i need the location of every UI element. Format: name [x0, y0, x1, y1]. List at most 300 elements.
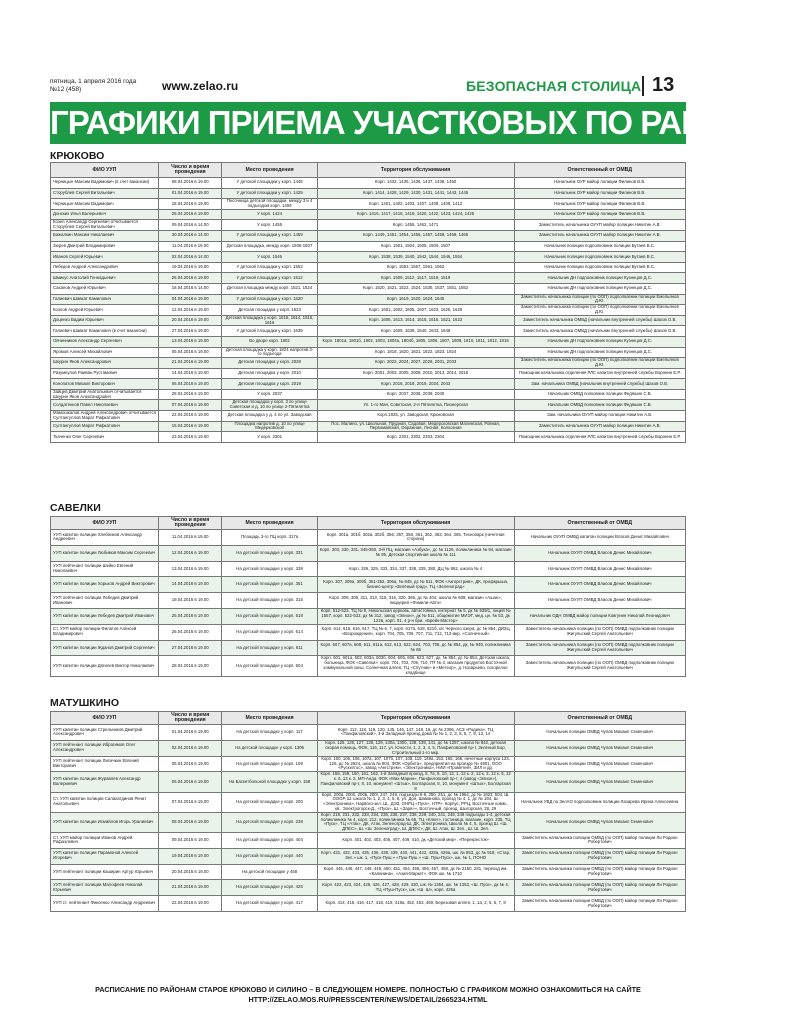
territory: Корп. 414, 415, 416, 417, 418, 419, 419а, 452, 453, 469, Березовая аллея, 1, 1а, 2, 5, 6, 7, 8 — [317, 896, 514, 912]
responsible: Начальник полиции ОМВД Чупов Михаил Семенович — [514, 740, 685, 756]
schedule-time: 18.04.2016 в 19.00 — [158, 199, 222, 210]
table-row — [51, 740, 686, 756]
column-header: Число и время проведения — [158, 712, 222, 725]
responsible: Начальник ДН подполковник полиции Кузнецов Д.С. — [514, 336, 685, 347]
uup-name: УУП лейтенант полиции Лебедев Дмитрий Иванович — [51, 593, 159, 609]
responsible: Заместитель начальника полиции ОМВД (по ООП) майор полиции Ли Родион Робертович — [514, 832, 685, 848]
uup-name: Козел Александр Сергеевич отчитывается Сторублев Сергей Витальевич — [51, 220, 159, 231]
venue: Во дворе корп. 1802 — [222, 336, 317, 347]
responsible: Начальник ОУР майор полиции Филинов В.В. — [514, 209, 685, 220]
territory: Корп. 2001, 2003, 2005, 2008, 2010, 2013, 2014, 2015 — [317, 368, 514, 379]
territory: Корп. 2037, 2038, 2039, 2040 — [317, 389, 514, 400]
venue: У детской площадки у корп. 1459 — [222, 230, 317, 241]
uup-name: УУП капитан полиции Хлебников Александр Андреевич — [51, 530, 159, 546]
table-row — [51, 262, 686, 273]
venue: Детская площадка у корп. 2028 — [222, 358, 317, 369]
venue: На детской площадке у корп. 117 — [222, 725, 317, 741]
responsible: Заместитель начальника полиции (по ООП) подполковник полиции Емельянов Д.Ю. — [514, 358, 685, 369]
schedule-time: 28.04.2016 в 19.00 — [158, 389, 222, 400]
footer-note: РАСПИСАНИЕ ПО РАЙОНАМ СТАРОЕ КРЮКОВО И СИЛИНО – В СЛЕДУЮЩЕМ НОМЕРЕ. ПОЛНОСТЬЮ С ГРАФИКОМ МОЖНО ОЗНАКОМИТЬСЯ НА САЙТЕ — [95, 985, 641, 994]
table-row — [51, 283, 686, 294]
territory: Корп. 112, 118, 119, 120, 145, 146, 147, 148, 16, дс № 2396, АСЗ «Родина», ТЦ «Панфиловский», 3-й Западный проезд дома № № 1, 2, 3, 5, 6, 7, 8, 13, 14 — [317, 725, 514, 741]
territory: Корп. 1801а, 1801б, 1802, 1803, 1804а, 1804б, 1805, 1806, 1807, 1809, 1810, 1811, 1812, 1815 — [317, 336, 514, 347]
uup-name: Донских Илья Валерьевич — [51, 209, 159, 220]
venue: Площадь 3-го ПЦ корп. 317а — [222, 530, 317, 546]
responsible: Заместитель начальника полиции (по ООП) ОМВД подполковник полиции Жигульский Сергей Анатольевич — [514, 624, 685, 640]
uup-name: Мамошкалов Андрей Александрович отчитывается Султангуллов Марат Рифкатович — [51, 411, 159, 422]
column-header: Число и время проведения — [158, 517, 222, 530]
schedule-time: 20.04.2016 в 19.00 — [158, 315, 222, 326]
venue: У корп. 2037 — [222, 389, 317, 400]
responsible: Начальник полиции ОМВД Чупов Михаил Семенович — [514, 756, 685, 772]
responsible: Заместитель начальника полиции ОМВД (по ООП) майор полиции Ли Родион Робертович — [514, 848, 685, 864]
territory: Корп. 307, 309а, 309б, 351-352, 306а, № 845, дс № 511, ФОК «Акгорстрим», ДК, профкрыша, бизнес-центр «Зелёный град», ТЦ «Зеленоград» — [317, 577, 514, 593]
uup-name: УУП капитан полиции Дягилев Виктор Николаевич — [51, 656, 159, 676]
schedule-time: 09.04.2016 в 14.00 — [158, 220, 222, 231]
territory: Корп. 219, 231, 232, 233, 234, 235, 236, 237, 238, 239, 240, 241, 248, 249 подъезды 1-4, детская поликлиника № 4, корп. 212, поликлиника № 65, ТЦ «Ключ», гостиница, магазин, корп. 235, ТЦ «Пуск», ТЦ «Атак», ДК, Атак, Зеленоград-Ш, ДК, Электроника, Школа № 4, 5, проезд Ш. «Ш. ДПЕС», Ш. «Ш. Зеленоград», Ш. ДПЕС», ДК, Ш. Атак, Ш. Зел., Ш. Ш. Зел. — [317, 812, 514, 832]
territory: Корп. 303, 330, 331, 345-350, 3-й ПЦ, магазин «Азбука», дс № 1126, поликлиника № 94, магазин № 95, Детская спортивная школа № 111 — [317, 545, 514, 561]
schedule-time: 22.04.2016 в 19.00 — [158, 411, 222, 422]
territory: Ул. 1-го Мая, Советская, 2-я Пятилетка, Пионерская — [317, 400, 514, 411]
responsible: Начальник ОУУП ОМВД Власов Денис Михайлович — [514, 577, 685, 593]
schedule-time: 21.04.2016 в 19.00 — [158, 358, 222, 369]
territory: Корп. 1601, 1602, 1605, 1607, 1623, 1625, 1626 — [317, 305, 514, 316]
responsible: Помощник начальника отделения РЛС капитан внутренней службы Воронин Е.Р. — [514, 368, 685, 379]
venue: На детской площадке у корп. 1306 — [222, 740, 317, 756]
issue-date: пятница, 1 апреля 2016 года — [50, 78, 137, 85]
schedule-time: 02.04.2016 в 14.00 — [158, 252, 222, 263]
schedule-time: 09.04.2016 в 19.00 — [158, 832, 222, 848]
uup-name: УУП лейтенант полиции Каширин Артур Юрьевич — [51, 864, 159, 880]
table-row — [51, 772, 686, 792]
table-header-row — [51, 712, 686, 725]
schedule-time: 26.04.2016 в 19.00 — [158, 273, 222, 284]
schedule-time: 25.04.2016 в 19.00 — [158, 209, 222, 220]
uup-name: Ст. УУП майор полиции Филатов Алексей Владимирович — [51, 624, 159, 640]
schedule-time: 06.04.2016 в 19.00 — [158, 379, 222, 390]
table-row — [51, 725, 686, 741]
schedule-time: 08.04.2016 в 19.00 — [158, 812, 222, 832]
venue: У корп. 1424 — [222, 209, 317, 220]
uup-name: Зайцев Дмитрий Анатольевич отчитывается Шкурин Яков Александрович — [51, 389, 159, 400]
table-row — [51, 832, 686, 848]
territory: Корп. 1606, 1613, 1614, 1615, 1616, 1621, 1622 — [317, 315, 514, 326]
table-row — [51, 336, 686, 347]
responsible: Начальник ДН подполковник полиции Кузнецов Д.С. — [514, 273, 685, 284]
uup-name: Доценко Вадим Юрьевич — [51, 315, 159, 326]
table-row — [51, 640, 686, 656]
venue: У детской площадки у корп. 1448 — [222, 178, 317, 189]
territory: Корп. 1432, 1435, 1436, 1437, 1438, 1450 — [317, 178, 514, 189]
uup-name: УУП капитан полиции Исмайлов Игорь Уралиевич — [51, 812, 159, 832]
responsible: Начальник ОУУП ОМВД Власов Денис Михайлович — [514, 545, 685, 561]
table-row — [51, 812, 686, 832]
venue: На детской площадке у корп. 331 — [222, 545, 317, 561]
table-row — [51, 421, 686, 432]
venue: На детской площадке у 458 — [222, 864, 317, 880]
responsible: Заместитель начальника ОУУП майор полиции Никитин А.В. — [514, 421, 685, 432]
schedule-time: 19.04.2016 в 19.00 — [158, 262, 222, 273]
schedule-time: 02.04.2016 в 19.00 — [158, 740, 222, 756]
schedule-time: 07.04.2016 в 19.00 — [158, 792, 222, 812]
schedule-time: 19.04.2016 в 19.00 — [158, 593, 222, 609]
territory: Корп. 100, 105, 106, 107а, 107, 107б, 107, 108, 119, 149а, 153, 165, 166, нечетные корпуса 123, 126, дс № 2924, школа № 804, ФОК «Орбита», предприятия на проезде № 4801, ООО «Рускелгос», завод «Ангстрем», «Электроника», НИИ «Прометей», ЗИЛ и др. — [317, 756, 514, 772]
header-divider — [642, 76, 644, 96]
venue: У корп. 1546 — [222, 252, 317, 263]
uup-name: Конопатов Михаил Викторович — [51, 379, 159, 390]
territory: Корп. 401, 402, 403, 406, 407, 409, 410, дк «Детский мир», «Перекресток» — [317, 832, 514, 848]
issue-info — [50, 78, 136, 94]
table-row — [51, 241, 686, 252]
territory: Корп. 1818, 1820, 1821, 1822, 1823, 1824 — [317, 347, 514, 358]
schedule-time: 14.04.2016 в 19.00 — [158, 577, 222, 593]
territory: Корп. 601, 601а, 602, 603а, 603б, 604, 605, 606, 623, 627, дк, № 854, дс № 854, Детская школа, больница, ФОК «Савелки», корп. 701, 702, 709, 710, ПТ № 3, магазин продуктов Восточной коммунальной зоны, Солнечная аллея, ТЦ «Спутник» и «Метеор», д. Назарьево, погорелое кладбище — [317, 656, 514, 676]
table-row — [51, 358, 686, 369]
schedule-time: 21.04.2016 в 19.00 — [158, 880, 222, 896]
venue: Детская площадка у корп. 2019 — [222, 379, 317, 390]
schedule-table — [50, 711, 686, 912]
territory: Корп. 1414, 1428, 1429, 1430, 1431, 1441, 1443, 1445 — [317, 188, 514, 199]
venue: Детская площадка у д. 4 по ул. Заводская — [222, 411, 317, 422]
venue: На детской площадке у корп. 417 — [222, 896, 317, 912]
venue: Песочница детской площадки, между 3 и 4 подъездом корп. 1409 — [222, 199, 317, 210]
territory: Корп. 1455, 1462, 1471 — [317, 220, 514, 231]
column-header: Ответственный от ОМВД — [514, 517, 685, 530]
schedule-time: 20.04.2016 в 19.00 — [158, 864, 222, 880]
responsible: Зам. начальника ОМВД (начальник внутренней службы) Шахов О.В. — [514, 379, 685, 390]
venue: На Баскетбольной площадке у корп. 158 — [222, 772, 317, 792]
responsible: Начальник ДН подполковник полиции Кузнецов Д.С. — [514, 347, 685, 358]
schedule-time: 01.04.2016 в 19.00 — [158, 188, 222, 199]
uup-name: Яромов Алексей Михайлович — [51, 347, 159, 358]
issue-number: №12 (458) — [50, 86, 82, 93]
uup-name: Султангуллов Марат Рифкатович — [51, 421, 159, 432]
responsible: Начальник ОУР майор полиции Филинов В.В. — [514, 199, 685, 210]
uup-name: Иванов Сергей Юрьевич — [51, 252, 159, 263]
venue: Детская площадка у корп. 2010 — [222, 368, 317, 379]
schedule-time: 01.04.2016 в 19.00 — [158, 725, 222, 741]
table-header-row — [51, 163, 686, 178]
territory: Корп. 1605, 1639, 1640, 1643, 1649 — [317, 326, 514, 337]
venue: У детской площадки у корп. 1620 — [222, 294, 317, 305]
column-header: ФИО УУП — [51, 712, 159, 725]
venue: Детская площадка у корп. 1615, 1614, 1615, 1616 — [222, 315, 317, 326]
uup-name: УУП лейтенант полиции Малофеев Николай Юрьевич — [51, 880, 159, 896]
uup-name: Овчинников Александр Сергеевич — [51, 336, 159, 347]
schedule-time: 25.04.2016 в 19.00 — [158, 608, 222, 624]
table-row — [51, 400, 686, 411]
venue: У корп. 2301 — [222, 432, 317, 443]
table-row — [51, 656, 686, 676]
territory: Корп.1925, ул. Заводская, Крюковская — [317, 411, 514, 422]
uup-name: Галиевич Шавкат Камилович (в счет вакансии) — [51, 326, 159, 337]
responsible: Заместитель начальника ОУУП майор полиции Никитин А.В. — [514, 230, 685, 241]
table-row — [51, 432, 686, 443]
uup-name: УУП капитан полиции Стрельников Дмитрий Александрович — [51, 725, 159, 741]
schedule-time: 15.04.2016 в 19.00 — [158, 421, 222, 432]
table-row — [51, 411, 686, 422]
venue: Детская площадка между корп. 1521, 1524 — [222, 283, 317, 294]
uup-name: Черницын Максим Вадимович — [51, 199, 159, 210]
uup-name: Лебедев Андрей Александрович — [51, 262, 159, 273]
venue: У корп. 1455 — [222, 220, 317, 231]
venue: У детской площадки у корп. 1553 — [222, 262, 317, 273]
table-row — [51, 864, 686, 880]
responsible: Заместитель начальника полиции (по ООП) ОМВД подполковник полиции Жигульский Сергей Анатольевич — [514, 640, 685, 656]
uup-name: УУП капитан полиции Журавлев Александр Валериевич — [51, 772, 159, 792]
territory: Корп. 1520, 1521, 1522, 1524, 1535, 1537, 1551, 1552 — [317, 283, 514, 294]
venue: Площадка напротив д. 10 по улице Медерковской — [222, 421, 317, 432]
uup-name: Ткаченко Олег Сергеевич — [51, 432, 159, 443]
responsible: Начальник ОУУП ОМВД Власов Денис Михайлович — [514, 561, 685, 577]
responsible: Заместитель начальника полиции (по ООП) подполковник полиции Емельянов Д.Ю. — [514, 305, 685, 316]
schedule-time: 16.04.2016 в 14.00 — [158, 283, 222, 294]
schedule-time: 11.04.2016 в 19.00 — [158, 530, 222, 546]
responsible: Начальник ОУР майор полиции Филинов В.В. — [514, 188, 685, 199]
responsible: Заместитель начальника полиции ОМВД (по ООП) майор полиции Ли Родион Робертович — [514, 896, 685, 912]
schedule-time: 26.04.2016 в 19.00 — [158, 624, 222, 640]
territory: Пос. Малино, ул. Школьная, Прудная, Садовая, Медерсковская Малинская, Ровная, Первомайская, Овражная, Лесная, Колхозная — [317, 421, 514, 432]
responsible: Начальник полиции подполковник полиции Бутаев В.С. — [514, 241, 685, 252]
uup-name: УУП ст. лейтенант Фиксенко Александр Андреевич — [51, 896, 159, 912]
territory: Корп. 200а, 200б, 200в, 200г, 247, 249, подъезды 6-8, 250, 251, дс № 1964, дс № 1923, 504, Ш. ОООР, Ш. школа № 1, 2, 3, 4, 5, 6, ул. Дон, Шаманова, проезд № 4, 1, дс № 194, Ш. «Электроника», Нарвско-зел. Ш., ДЭЗ, ОНРЦ «Пуск», НТР», Корпус, РРЦ, Восточные комм., кв., Электрогорск-Д., «Пуск», Ш. «Заря»», Восточный, проезд. Шыгорская, 28, 29 — [317, 792, 514, 812]
uup-name: Шмикус Анатолий Геннадьевич — [51, 273, 159, 284]
territory: Корп. 614, 615, 616, 617, ТЦ № 6, 7, корп. 617а, 618, 621б, к/с Черного озера, дс № 854, ДИЗЦ «Возрождения», корп. 704, 705, 706, 707, 711, 712, 713 мкр. «Солнечный» — [317, 624, 514, 640]
uup-name: УУП лейтенант полиции Ибрагимов Олег Александрович — [51, 740, 159, 756]
venue: На детской площадке у корп. 404 — [222, 832, 317, 848]
territory: Корп. 2022, 2024, 2027, 2028, 2031, 2033 — [317, 358, 514, 369]
table-row — [51, 368, 686, 379]
territory: Корп. 1509, 1512, 1517, 1518, 1519 — [317, 273, 514, 284]
responsible: Начальник полиции подполковник полиции Бутаев В.С. — [514, 252, 685, 263]
schedule-time: 14.04.2016 в 19.00 — [158, 368, 222, 379]
schedule-time: 30.04.2016 в 14.00 — [158, 230, 222, 241]
uup-name: УУП капитан полиции Жданов Дмитрий Сергеевич — [51, 640, 159, 656]
table-row — [51, 379, 686, 390]
table-row — [51, 896, 686, 912]
territory: Корп. 2301, 2302, 2303, 2304 — [317, 432, 514, 443]
table-row — [51, 188, 686, 199]
schedule-time: 07.04.2016 в 19.00 — [158, 400, 222, 411]
table-row — [51, 252, 686, 263]
uup-name: УУП капитан полиции Парамонов Алексей Игоревич — [51, 848, 159, 864]
territory: Корп. 1449, 1451, 1454, 1456, 1457, 1458, 1459, 1466 — [317, 230, 514, 241]
venue: На детской площадке у корп. 425 — [222, 880, 317, 896]
schedule-time: 11.04.2016 в 19.00 — [158, 241, 222, 252]
schedule-time: 22.04.2016 в 19.00 — [158, 896, 222, 912]
territory: Корп. 607, 607а, 608, 611, 611а, 612, 613, 622, 624, 703, 708, дс № 854, дк, № 949, поликлиника № 65 — [317, 640, 514, 656]
table-row — [51, 530, 686, 546]
uup-name: Разумеулов Раиван Рустамович — [51, 368, 159, 379]
territory: Корп. 326, 329, 333, 334, 337, 338, 339, 380, ДЦ № 862, школа № 4 — [317, 561, 514, 577]
table-row — [51, 209, 686, 220]
column-header: Число и время проведения — [158, 163, 222, 178]
uup-name: Ст. УУП майор полиции Иванов Андрей Рафаэлевич — [51, 832, 159, 848]
column-header: ФИО УУП — [51, 163, 159, 178]
column-header: Территория обслуживания — [317, 163, 514, 178]
territory: Корп. 1553, 1557, 1561, 1562 — [317, 262, 514, 273]
table-row — [51, 305, 686, 316]
schedule-time: 13.04.2016 в 19.00 — [158, 336, 222, 347]
responsible: Начальник полиции подполковник полиции Бутаев В.С. — [514, 262, 685, 273]
venue: На детской площадке у корп. 315 — [222, 593, 317, 609]
venue: Детская площадка у корп. 3 по улице Советская и д. 10 по улице 2-Пятилетка — [222, 400, 317, 411]
column-header: Место проведения — [222, 163, 317, 178]
venue: На детской площадке у корп. 351 — [222, 577, 317, 593]
table-row — [51, 326, 686, 337]
district-title: МАТУШКИНО — [50, 697, 120, 709]
table-row — [51, 561, 686, 577]
territory: Корп. 2016, 2018, 2019, 2034, 2043 — [317, 379, 514, 390]
uup-name: Ст. УУП капитан полиции Салахатдинов Ренат Анатольевич — [51, 792, 159, 812]
venue: У детской площадки у корп. 1429 — [222, 188, 317, 199]
page-footer — [50, 985, 686, 1005]
uup-name: Черницын Максим Вадимович (в счет вакансии) — [51, 178, 159, 189]
table-row — [51, 230, 686, 241]
territory: Корп. 1416, 1417, 1418, 1419, 1420, 1422, 1423, 1424, 1425 — [317, 209, 514, 220]
venue: У детской площадки у корп. 1639 — [222, 326, 317, 337]
schedule-table — [50, 516, 686, 677]
responsible: Начальник ДН подполковник полиции Кузнецов Д.С. — [514, 283, 685, 294]
rubric-title: БЕЗОПАСНАЯ СТОЛИЦА — [466, 78, 642, 94]
uup-name: Галиевич Шавкат Камилович — [51, 294, 159, 305]
venue: На детской площадке у корп. 611 — [222, 640, 317, 656]
venue: Детская площадка, между корп. 1506-1507 — [222, 241, 317, 252]
district-title: КРЮКОВО — [50, 150, 105, 162]
table-row — [51, 220, 686, 231]
uup-name: УУП лейтенант полиции Шейко Евгений Николаевич — [51, 561, 159, 577]
footer-link[interactable]: HTTP://ZELAO.MOS.RU/PRESSCENTER/NEWS/DETAIL/2665234.HTML — [248, 995, 488, 1004]
column-header: Место проведения — [222, 712, 317, 725]
territory: Корп. 1619, 1620, 1624, 1645 — [317, 294, 514, 305]
uup-name: Саханов Андрей Юрьевич — [51, 283, 159, 294]
schedule-time: 06.04.2016 в 19.00 — [158, 772, 222, 792]
schedule-time: 23.04.2016 в 19.00 — [158, 432, 222, 443]
responsible: Заместитель начальника полиции (по ООП) подполковник полиции Емельянов Д.Ю. — [514, 294, 685, 305]
venue: Детская площадка у корп. 1824 напротив 3-го подъезда — [222, 347, 317, 358]
uup-name: УУП капитан полиции Лебедев Дмитрий Иванович — [51, 608, 159, 624]
venue: На детской площадке у корп. 440 — [222, 848, 317, 864]
responsible: Начальник ОМВД полковник полиции Федяшин С.В. — [514, 400, 685, 411]
schedule-time: 27.04.2016 в 19.00 — [158, 640, 222, 656]
responsible: Начальник ОМВД полковник полиции Федяшин С.В. — [514, 389, 685, 400]
column-header: Место проведения — [222, 517, 317, 530]
territory: Корп. 1538, 1539, 1540, 1542, 1544, 1546, 1554 — [317, 252, 514, 263]
responsible: Зам. начальника ОУУП майор полиции Никитин А.В. — [514, 411, 685, 422]
territory: Корп. 422, 423, 424, 425, 426, 427, 428, 429, 430, шк. № 1354, шк. № 1353, «Ш. Пуск», дк № 4, ТЦ «Пуш-Пуск», шк. «Ш. Ш», корп. 426а — [317, 880, 514, 896]
schedule-time: 12.04.2016 в 19.00 — [158, 545, 222, 561]
schedule-time: 13.04.2016 в 19.00 — [158, 561, 222, 577]
table-row — [51, 315, 686, 326]
territory: Корп. 301а, 301б, 302а, 302б, 356, 357, 358, 361, 362, 363, 364, 365, Технопарк (нечетная сторона) — [317, 530, 514, 546]
uup-name: Солдатенков Павел Николаевич — [51, 400, 159, 411]
responsible: Заместитель начальника полиции ОМВД (по ООП) майор полиции Ли Родион Робертович — [514, 880, 685, 896]
territory: Корп. 445, 446, 447, 448, 449, 450, 451, 454, 455, 456, 457, 458, дс № 2150, 281, переход им. «Калинина», «Азия-Маркет», ФОК шк. № 1710 — [317, 864, 514, 880]
schedule-time: 05.04.2016 в 19.00 — [158, 347, 222, 358]
schedule-table — [50, 162, 686, 443]
schedule-time: 12.04.2016 в 19.00 — [158, 305, 222, 316]
schedule-time: 08.04.2016 в 19.00 — [158, 178, 222, 189]
territory: Корп. 1501, 1504, 1505, 1506, 1507 — [317, 241, 514, 252]
page-header — [50, 76, 686, 100]
uup-name: Зюрев Дмитрий Владимирович — [51, 241, 159, 252]
column-header: Ответственный от ОМВД — [514, 163, 685, 178]
table-row — [51, 545, 686, 561]
responsible: Начальник ОДН ОМВД майор полиции Ковгунин Николай Леонидович — [514, 608, 685, 624]
responsible: Начальник ОУУП ОМВД Власов Денис Михайлович — [514, 593, 685, 609]
responsible: Заместитель начальника ОМВД (начальник внутренней службы) Шахов О.В. — [514, 326, 685, 337]
table-row — [51, 294, 686, 305]
venue: У детской площадки у корп. 1512 — [222, 273, 317, 284]
responsible: Помощник начальника отделения РЛС капитан внутренней службы Воронин Е.Р. — [514, 432, 685, 443]
venue: На детской площадке у корп. 614 — [222, 624, 317, 640]
page-title: ГРАФИКИ ПРИЕМА УЧАСТКОВЫХ ПО РАЙОНАМ — [50, 102, 686, 144]
table-row — [51, 880, 686, 896]
page-number: 13 — [652, 74, 675, 96]
district-title: САВЕЛКИ — [50, 502, 101, 514]
table-row — [51, 756, 686, 772]
schedule-time: 19.04.2016 в 19.00 — [158, 848, 222, 864]
table-row — [51, 577, 686, 593]
column-header: ФИО УУП — [51, 517, 159, 530]
uup-name: Сторублев Сергей Витальевич — [51, 188, 159, 199]
territory: Корп. 512-523, ТЦ № 9, Никольская церковь, автостоянка, интернат № 5, дк № 939/1, лицей № 1557, корп. 522-533, дк № 312, завод «Элион», дк № 511, общежитие МИЭТ, мед. цн. № 53, дк 1226, корп. 01, 4 р-н бри. «Брейк-Мастер» — [317, 608, 514, 624]
responsible: Начальник полиции ОМВД Чупов Михаил Семенович — [514, 772, 685, 792]
uup-name: Бажалкин Максим Николаевич — [51, 230, 159, 241]
venue: На детской площадке у корп. 200 — [222, 792, 317, 812]
responsible: Начальник полиции ОМВД Чупов Михаил Семенович — [514, 812, 685, 832]
responsible: Заместитель начальника ОУУП майор полиции Никитин А.В. — [514, 220, 685, 231]
territory: Корп. 308, 309, 311, 313, 315, 316, 320, 366, дс № 404, школа № 609, магазин «Ашан», пиццерия «Фэмили-Авто» — [317, 593, 514, 609]
schedule-time: 27.04.2016 в 19.00 — [158, 326, 222, 337]
schedule-time: 04.04.2016 в 19.00 — [158, 294, 222, 305]
responsible: Начальник ОУУП ОМВД капитан полиции Власов Денис Михайлович — [514, 530, 685, 546]
responsible: Заместитель начальника ОМВД (начальник внутренней службы) Шахов О.В. — [514, 315, 685, 326]
venue: Детская площадка у корп. 1623 — [222, 305, 317, 316]
table-row — [51, 389, 686, 400]
uup-name: УУП капитан полиции Любимов Максим Сергеевич — [51, 545, 159, 561]
table-row — [51, 608, 686, 624]
column-header: Территория обслуживания — [317, 517, 514, 530]
table-row — [51, 848, 686, 864]
venue: На детской площадке у корп. 604 — [222, 656, 317, 676]
table-row — [51, 178, 686, 189]
uup-name: Козлов Андрей Юрьевич — [51, 305, 159, 316]
table-row — [51, 347, 686, 358]
venue: На детской площадке у корп. 338 — [222, 561, 317, 577]
uup-name: УУП лейтенант полиции Лисичкин Евгений Викторович — [51, 756, 159, 772]
table-row — [51, 593, 686, 609]
responsible: Начальник ОУР майор полиции Филинов В.В. — [514, 178, 685, 189]
territory: Корп. 1401, 1402, 1403, 1407, 1408, 1409, 1412 — [317, 199, 514, 210]
territory: Корп. 125, 126, 127, 128, 129, 130а, 130б, 138, 139, 141, дс № 1257, школа № 842, детская скорая помощь, ФОК, 116, 117, ул. Юности, 1, 2, 3, 4, 5, Панфиловский пр-т, Зеленый Бор, Строительный 1-го мкр. — [317, 740, 514, 756]
uup-name: Шкурин Яков Александрович — [51, 358, 159, 369]
table-header-row — [51, 517, 686, 530]
venue: На детской площадке у корп. 238 — [222, 812, 317, 832]
responsible: Начальник УВД по ЗелАО подполковник полиции Лазарева Ирина Алексеевна — [514, 792, 685, 812]
responsible: Заместитель начальника полиции ОМВД (по ООП) майор полиции Ли Родион Робертович — [514, 864, 685, 880]
table-row — [51, 624, 686, 640]
schedule-time: 05.04.2016 в 19.00 — [158, 756, 222, 772]
responsible: Заместитель начальника полиции (по ООП) ОМВД подполковник полиции Жигульский Сергей Анатольевич — [514, 656, 685, 676]
uup-name: УУП капитан полиции Хорьков Андрей Викторович — [51, 577, 159, 593]
table-row — [51, 273, 686, 284]
venue: На детской площадке у корп. 108 — [222, 756, 317, 772]
site-url[interactable]: www.zelao.ru — [162, 79, 239, 93]
territory: Корп. 158, 159, 160, 161, 162, 1-й Западный проезд, 5, 7а, 9, 10, 12, 1, 12 к. 2, 12 к. 3, 12 к. 5, 12 к. 6, 13 к. 2, МП-Анда, ФОК «Мах-Марин», Панфиловский пр-т, 4 (завод «Элион»), Панфиловский пр-т, 8, 10, монумент «Штык», Болгарская, 8, 10, монумент «Штык», Болгарская 8 — [317, 772, 514, 792]
column-header: Территория обслуживания — [317, 712, 514, 725]
responsible: Начальник полиции ОМВД Чупов Михаил Семенович — [514, 725, 685, 741]
